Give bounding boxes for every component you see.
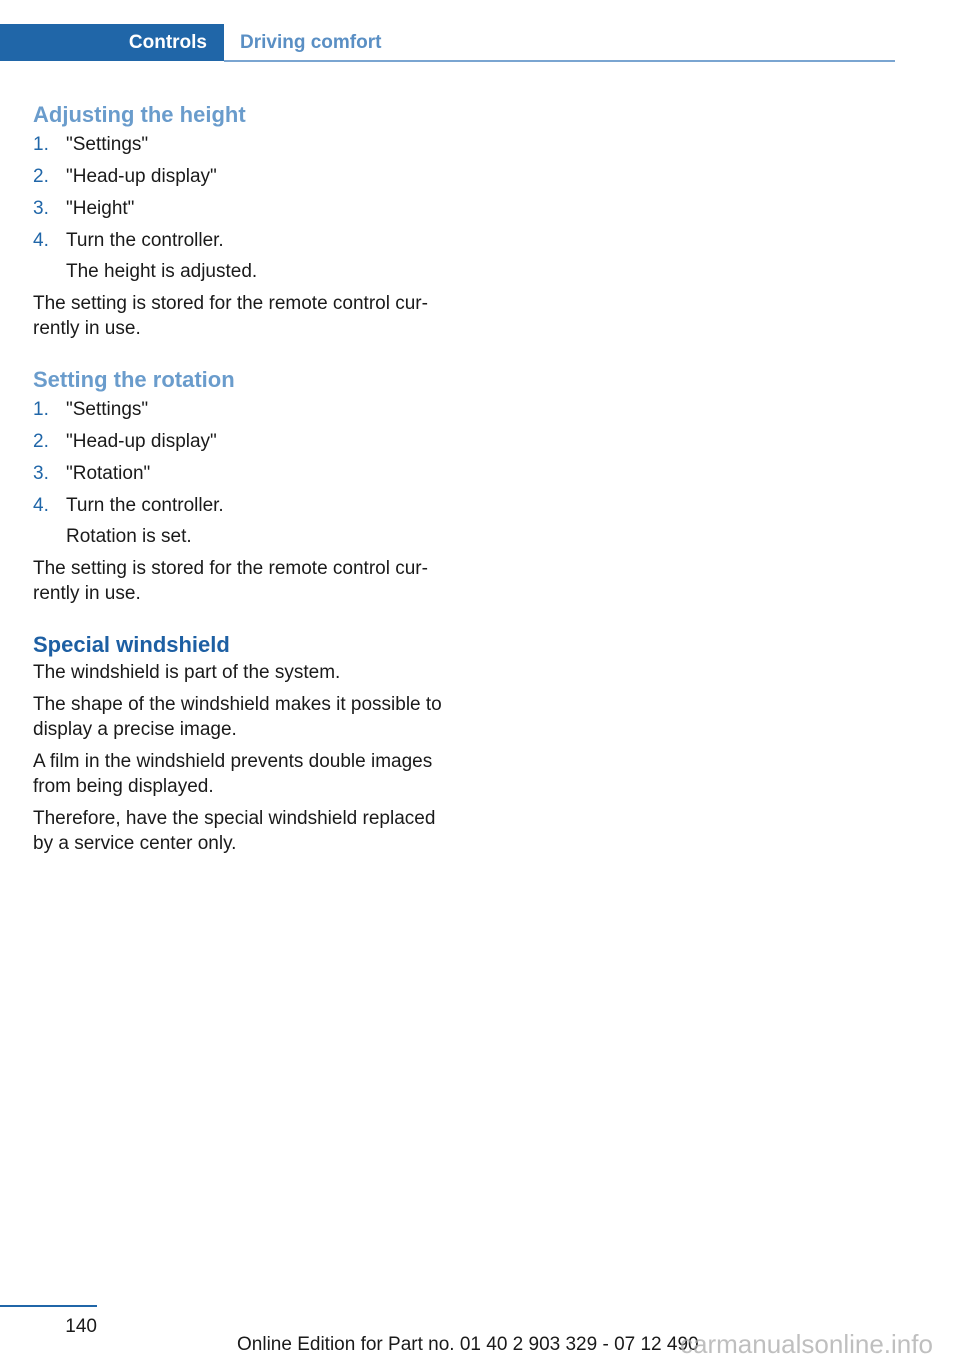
list-item (33, 132, 453, 157)
header-divider (224, 60, 895, 62)
edition-text: Online Edition for Part no. 01 40 2 903 329 - 07 12 490 (237, 1334, 699, 1355)
section-setting-rotation (33, 365, 453, 606)
step-text: "Height" (66, 198, 135, 219)
list-item (33, 461, 453, 486)
storage-note: The setting is stored for the remote control cur-rently in use. (33, 293, 428, 339)
list-item (33, 493, 453, 518)
page-header (0, 24, 895, 63)
section-special-windshield (33, 630, 453, 856)
main-content (33, 100, 453, 863)
step-text: "Settings" (66, 399, 149, 420)
section-adjusting-height (33, 100, 453, 341)
section-title-windshield: Special windshield (33, 632, 230, 657)
step-result: Rotation is set. (66, 526, 192, 547)
watermark: carmanualsonline.info (680, 1329, 933, 1359)
section-title-height: Adjusting the height (33, 102, 246, 127)
step-number: 1. (33, 134, 49, 155)
step-result: The height is adjusted. (66, 261, 258, 282)
steps-list-rotation (33, 397, 453, 518)
step-text: Turn the controller. (66, 230, 224, 251)
section-title-rotation: Setting the rotation (33, 367, 235, 392)
list-item (33, 164, 453, 189)
step-number: 1. (33, 399, 49, 420)
storage-note: The setting is stored for the remote control cur-rently in use. (33, 558, 428, 604)
list-item (33, 196, 453, 221)
step-text: "Rotation" (66, 463, 151, 484)
step-number: 4. (33, 495, 49, 516)
list-item (33, 397, 453, 422)
step-text: "Settings" (66, 134, 149, 155)
step-text: "Head-up display" (66, 431, 217, 452)
paragraph: The windshield is part of the system. (33, 662, 341, 683)
spacer (33, 613, 453, 630)
step-number: 2. (33, 166, 49, 187)
step-number: 3. (33, 198, 49, 219)
footer-divider (0, 1305, 97, 1307)
step-number: 4. (33, 230, 49, 251)
header-tab-driving-comfort[interactable]: Driving comfort (240, 32, 382, 53)
page-number: 140 (65, 1316, 97, 1337)
steps-list-height (33, 132, 453, 253)
spacer (33, 348, 453, 365)
step-number: 3. (33, 463, 49, 484)
list-item (33, 429, 453, 454)
step-number: 2. (33, 431, 49, 452)
paragraph: Therefore, have the special windshield replaced by a service center only. (33, 808, 436, 854)
step-text: "Head-up display" (66, 166, 217, 187)
paragraph: A film in the windshield prevents double images from being displayed. (33, 751, 433, 797)
list-item (33, 228, 453, 253)
step-text: Turn the controller. (66, 495, 224, 516)
paragraph: The shape of the windshield makes it possible to display a precise image. (33, 694, 442, 740)
header-tab-controls[interactable]: Controls (0, 24, 224, 61)
